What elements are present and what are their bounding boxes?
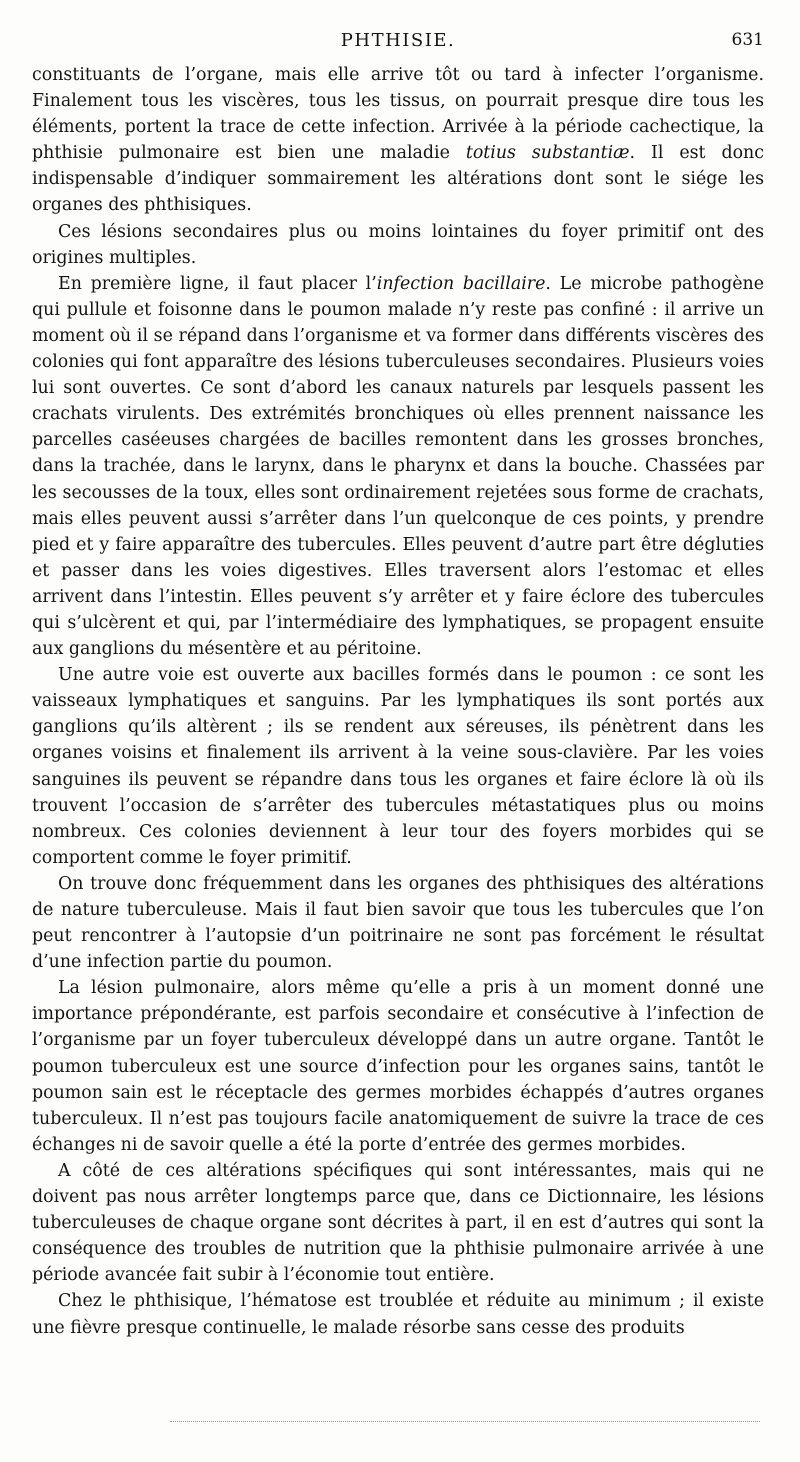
paragraph xyxy=(32,662,764,871)
paragraph xyxy=(32,271,764,662)
footer-rule xyxy=(170,1421,760,1422)
paragraph xyxy=(32,975,764,1158)
italic-phrase: totius substantiæ xyxy=(465,143,630,164)
paragraph xyxy=(32,1288,764,1340)
body-text xyxy=(32,62,764,1341)
text-run: . Le microbe pathogène qui pullule et foisonne dans le poumon malade n’y reste pas confiné : il arrive un moment où il se répand dans l’organisme et va former dans différents viscères des colonies qui font apparaître des lésions tuberculeuses secondaires. Plusieurs voies lui sont ouvertes. Ce sont d’abord les canaux naturels par lesquels passent les crachats virulents. Des extrémités bronchiques où elles prennent naissance les parcelles caséeuses chargées de bacilles remontent dans les grosses bronches, dans la trachée, dans le larynx, dans le pharynx et dans la bouche. Chassées par les secousses de la toux, elles sont ordinairement rejetées sous forme de crachats, mais elles peuvent aussi s’arrêter dans l’un quelconque de ces points, y prendre pied et y faire apparaître des tubercules. Elles peuvent d’autre part être dégluties et passer dans les voies digestives. Elles traversent alors l’estomac et elles arrivent dans l’intestin. Elles peuvent s’y arrêter et y faire éclore des tubercules qui s’ulcèrent et qui, par l’intermédiaire des lymphatiques, se propagent ensuite aux ganglions du mésentère et au péritoine. xyxy=(32,273,764,660)
running-head xyxy=(32,30,764,60)
text-run: . Il est donc indispensable d’indiquer sommairement les altérations dont sont le siége les organes des phthisiques. xyxy=(32,143,764,216)
text-run: On trouve donc fréquemment dans les organes des phthisiques des altérations de nature tuberculeuse. Mais il faut bien savoir que tous les tubercules que l’on peut rencontrer à l’autopsie d’un poitrinaire ne sont pas forcément le résultat d’une infection partie du poumon. xyxy=(32,873,764,973)
paragraph xyxy=(32,62,764,219)
text-run: Chez le phthisique, l’hématose est troublée et réduite au minimum ; il existe une fièvre presque continuelle, le malade résorbe sans cesse des produits xyxy=(32,1291,764,1338)
text-run: Ces lésions secondaires plus ou moins lointaines du foyer primitif ont des origines multiples. xyxy=(32,221,764,268)
text-run: Une autre voie est ouverte aux bacilles formés dans le poumon : ce sont les vaisseaux lymphatiques et sanguins. Par les lymphatiques ils sont portés aux ganglions qu’ils altèrent ; ils se rendent aux séreuses, ils pénètrent dans les organes voisins et finalement ils arrivent à la veine sous-clavière. Par les voies sanguines ils peuvent se répandre dans tous les organes et faire éclore là où ils trouvent l’occasion de s’arrêter des tubercules métastatiques plus ou moins nombreux. Ces colonies deviennent à leur tour des foyers morbides qui se comportent comme le foyer primitif. xyxy=(32,665,764,868)
paragraph xyxy=(32,1158,764,1288)
text-run: En première ligne, il faut placer l’ xyxy=(58,273,377,294)
text-run: constituants de l’organe, mais elle arrive tôt ou tard à infecter l’organisme. Finalement tous les viscères, tous les tissus, on pourrait presque dire tous les éléments, portent la trace de cette infection. Arrivée à la période cachectique, la phthisie pulmonaire est bien une maladie xyxy=(32,65,764,164)
italic-phrase: infection bacillaire xyxy=(376,273,546,294)
page-title: PHTHISIE. xyxy=(340,30,456,51)
text-run: A côté de ces altérations spécifiques qui sont intéressantes, mais qui ne doivent pas nous arrêter longtemps parce que, dans ce Dictionnaire, les lésions tuberculeuses de chaque organe sont décrites à part, il en est d’autres qui sont la conséquence des troubles de nutrition que la phthisie pulmonaire arrivée à une période avancée fait subir à l’économie tout entière. xyxy=(32,1160,764,1286)
text-run: La lésion pulmonaire, alors même qu’elle a pris à un moment donné une importance prépondérante, est parfois secondaire et consécutive à l’infection de l’organisme par un foyer tuberculeux développé dans un autre organe. Tantôt le poumon tuberculeux est une source d’infection pour les organes sains, tantôt le poumon sain est le réceptacle des germes morbides échappés d’autres organes tuberculeux. Il n’est pas toujours facile anatomiquement de suivre la trace de ces échanges ni de savoir quelle a été la porte d’entrée des germes morbides. xyxy=(32,978,764,1155)
paragraph xyxy=(32,219,764,271)
page-number: 631 xyxy=(731,30,764,50)
paragraph xyxy=(32,871,764,975)
